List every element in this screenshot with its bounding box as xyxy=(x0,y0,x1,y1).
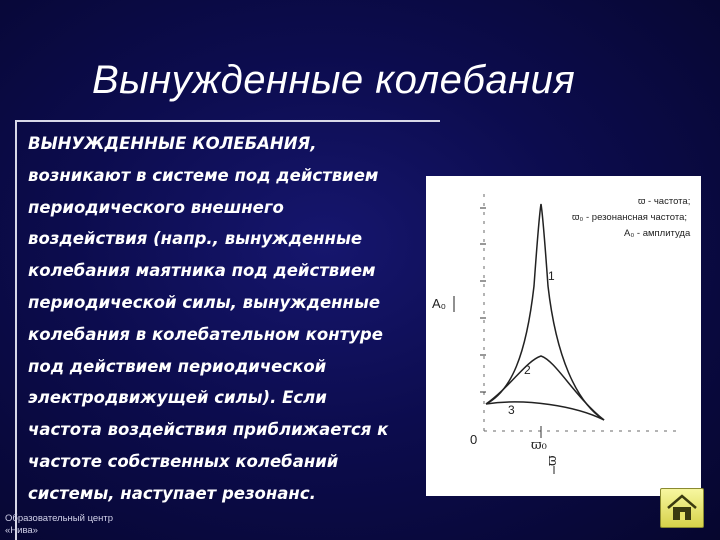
legend-item: ϖ₀ - резонансная частота; xyxy=(572,212,688,223)
curve-label-1: 1 xyxy=(548,269,555,283)
resonance-graph xyxy=(426,176,701,496)
curve-label-2: 2 xyxy=(524,363,531,377)
left-divider-line xyxy=(15,120,17,540)
curve-1 xyxy=(486,204,604,420)
slide-title: Вынужденные колебания xyxy=(92,58,576,102)
home-button[interactable] xyxy=(660,488,704,528)
resonance-graph-svg xyxy=(426,176,701,496)
legend-item: ϖ - частота; xyxy=(638,196,691,207)
footer-text: Образовательный центр «Нива» xyxy=(5,513,114,536)
x-axis-label: ϖ xyxy=(545,455,560,466)
home-icon xyxy=(665,493,699,523)
origin-label: 0 xyxy=(470,432,478,447)
legend-item: A₀ - амплитуда xyxy=(624,228,691,239)
legend xyxy=(572,196,691,239)
curve-label-3: 3 xyxy=(508,403,515,417)
y-axis-label: A₀ xyxy=(432,296,447,311)
y-axis-ticks xyxy=(480,208,486,392)
top-divider-line xyxy=(15,120,440,122)
curve-2 xyxy=(486,356,604,420)
body-text: ВЫНУЖДЕННЫЕ КОЛЕБАНИЯ, возникают в системе под действием периодического внешнего воздействия (напр., вынужденные колебания маятника под действием периодической силы, вынужденные колебания в колебательном контуре под действием периодической электродвижущей силы). Если частота воздействия приближается к частоте собственных колебаний системы, наступает резонанс. xyxy=(28,134,389,503)
resonance-frequency-label: ϖ₀ xyxy=(531,438,547,453)
